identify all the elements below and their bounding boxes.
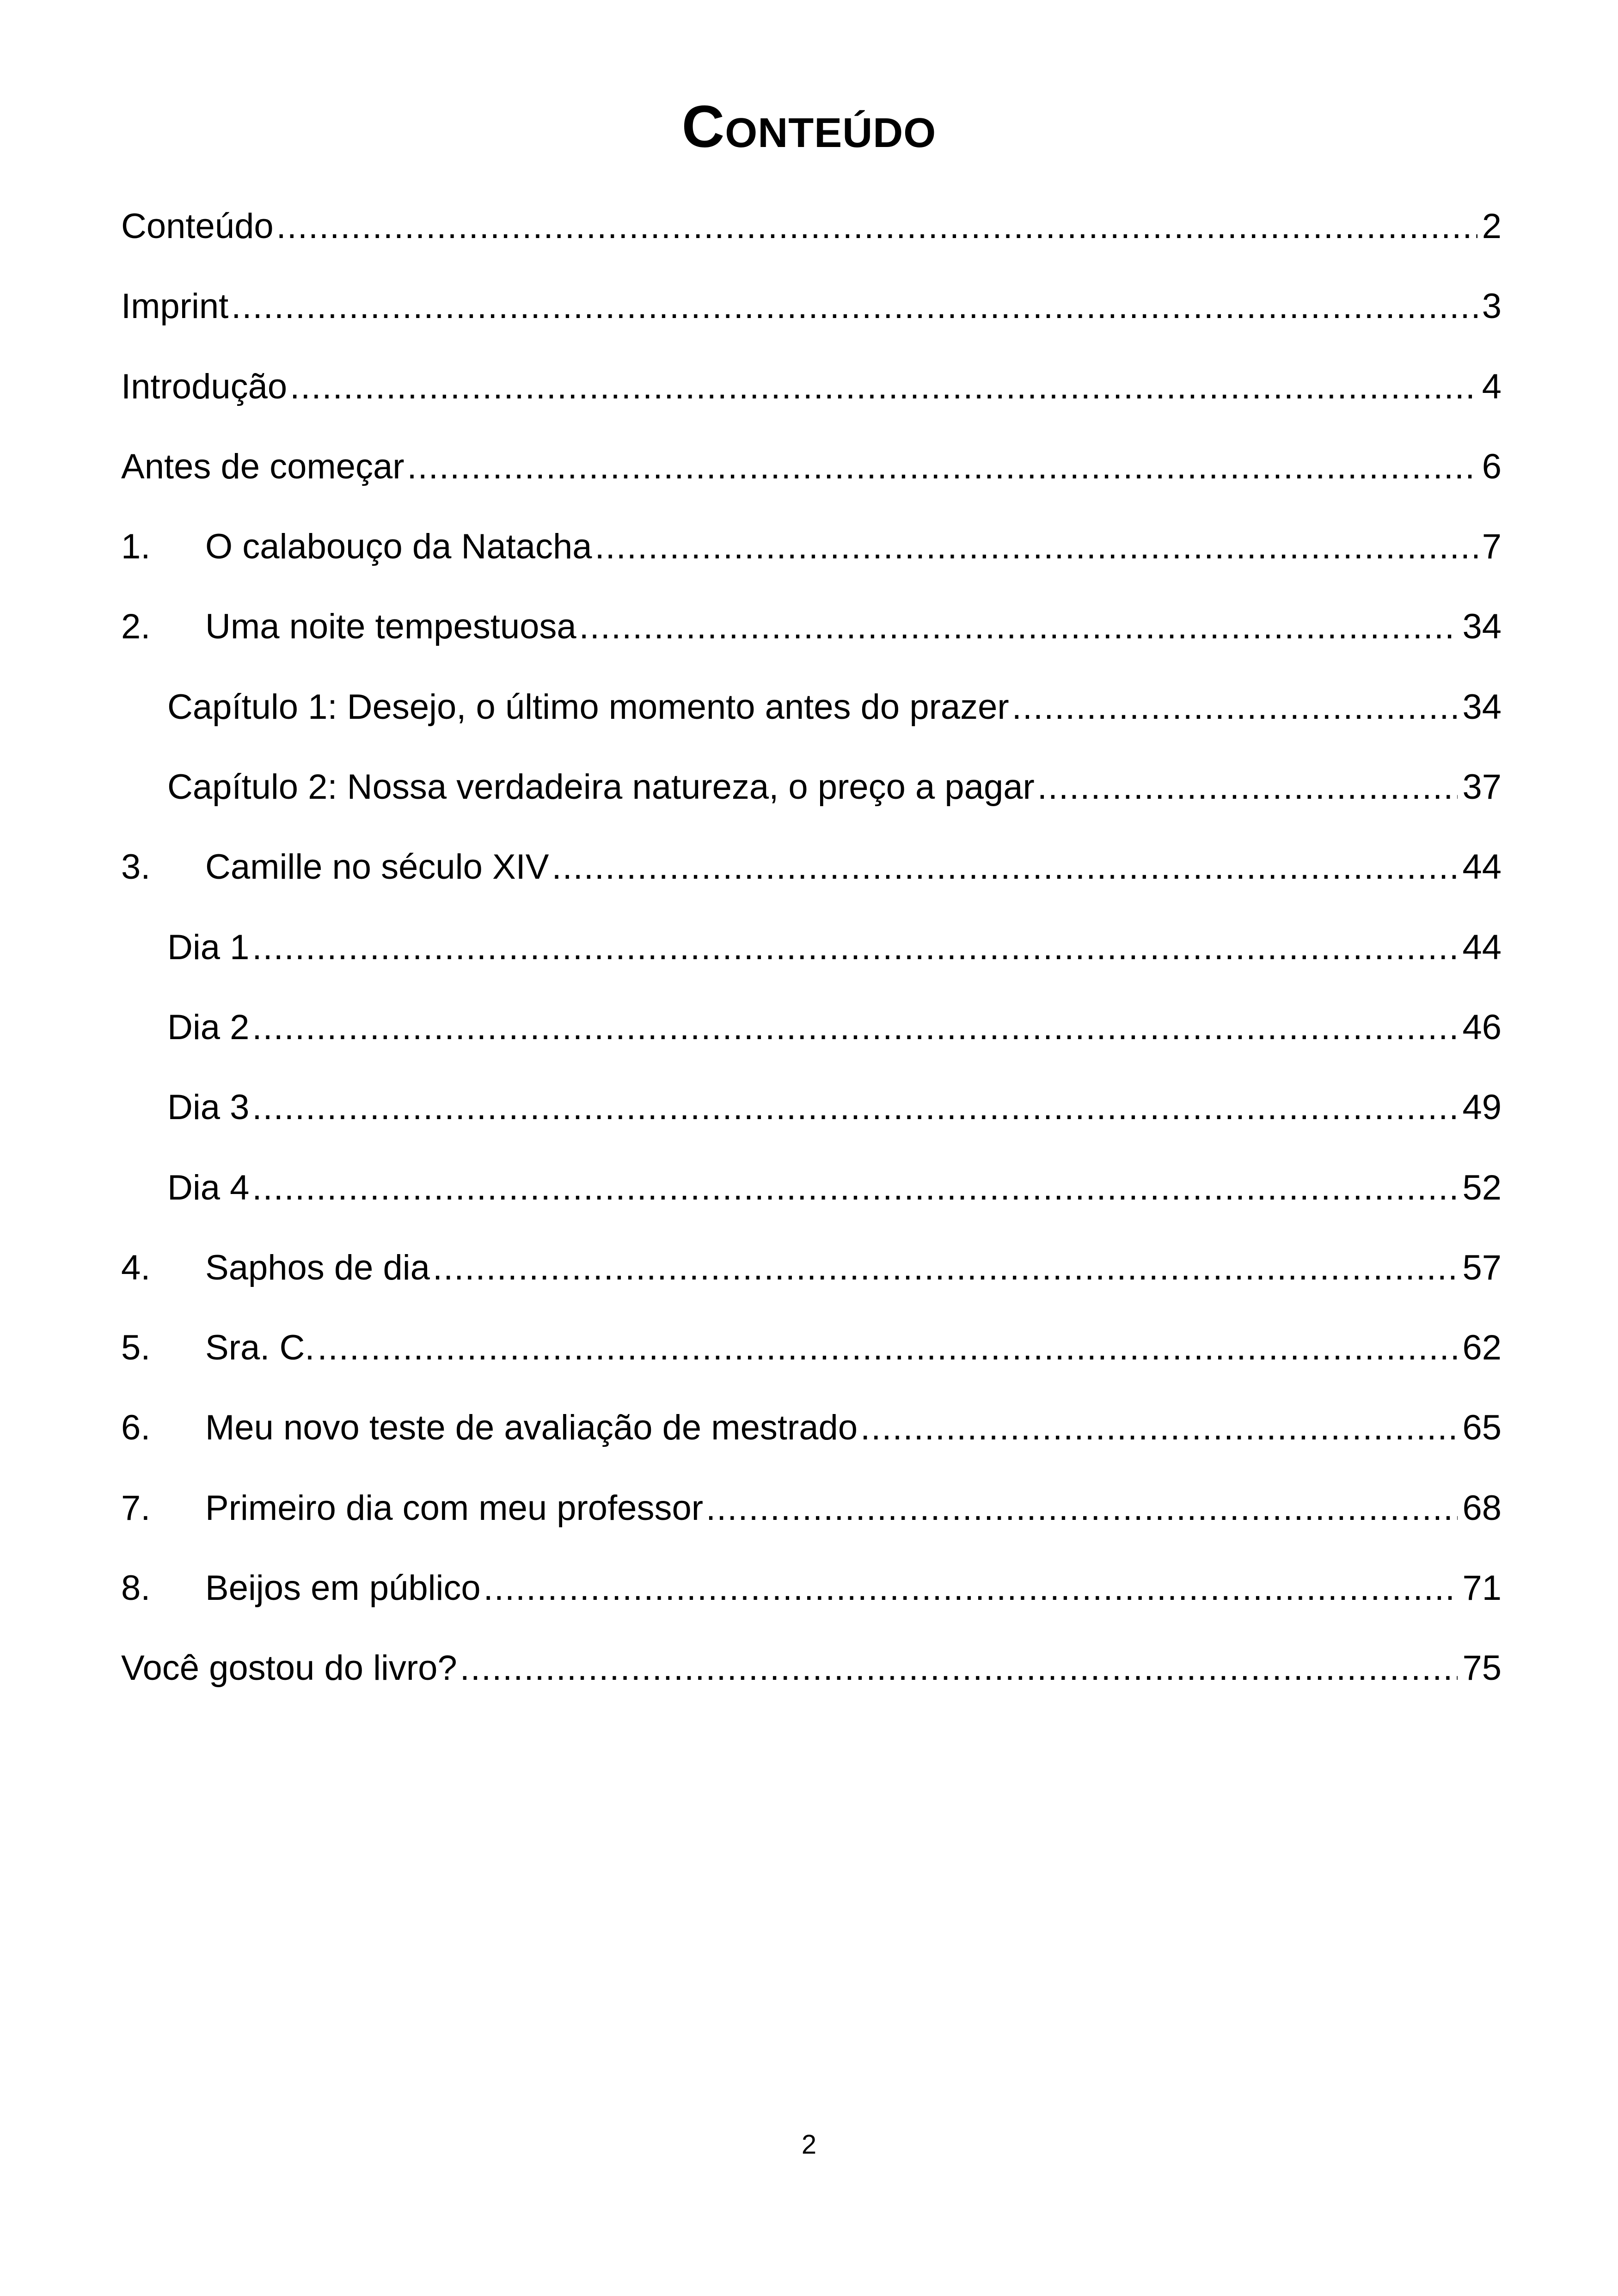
toc-entry-page: 3 xyxy=(1482,287,1502,326)
toc-entry[interactable] xyxy=(121,1561,1502,1641)
toc-entry-label: Meu novo teste de avaliação de mestrado xyxy=(205,1408,858,1448)
toc-entry[interactable] xyxy=(121,1080,1502,1160)
toc-entry[interactable] xyxy=(121,519,1502,599)
toc-entry-label: Sra. C. xyxy=(205,1328,315,1368)
toc-entry[interactable] xyxy=(121,1641,1502,1720)
toc-entry-page: 65 xyxy=(1462,1408,1502,1448)
dot-leader xyxy=(1037,759,1458,815)
toc-entry-label: Dia 3 xyxy=(167,1088,250,1127)
toc-entry[interactable] xyxy=(121,199,1502,279)
dot-leader xyxy=(433,1240,1458,1296)
toc-entry-label: Uma noite tempestuosa xyxy=(205,607,576,647)
toc-entry-number: 3. xyxy=(121,847,151,887)
page-title: Conteúdo xyxy=(681,94,937,160)
toc-entry[interactable] xyxy=(121,599,1502,679)
dot-leader xyxy=(252,1160,1458,1216)
toc-entry-number: 1. xyxy=(121,527,151,567)
dot-leader xyxy=(1012,680,1458,735)
toc-entry-page: 49 xyxy=(1462,1088,1502,1127)
toc-entry[interactable] xyxy=(121,1240,1502,1320)
dot-leader xyxy=(252,1000,1458,1055)
toc-entry-label: Dia 1 xyxy=(167,927,250,967)
toc-entry-label: Você gostou do livro? xyxy=(121,1648,457,1688)
toc-entry[interactable] xyxy=(121,359,1502,439)
toc-entry[interactable] xyxy=(121,759,1502,839)
toc-entry-label: Camille no século XIV xyxy=(205,847,549,887)
toc-entry-label: Antes de começar xyxy=(121,447,404,486)
toc-entry-page: 71 xyxy=(1462,1568,1502,1608)
dot-leader xyxy=(860,1400,1458,1456)
toc-entry[interactable] xyxy=(121,920,1502,1000)
toc-entry-label: Imprint xyxy=(121,287,229,326)
dot-leader xyxy=(460,1641,1458,1696)
toc-entry-number: 5. xyxy=(121,1328,151,1368)
toc-entry-label: Dia 2 xyxy=(167,1007,250,1047)
toc-entry-page: 7 xyxy=(1482,527,1502,567)
dot-leader xyxy=(318,1320,1458,1376)
dot-leader xyxy=(407,439,1477,495)
toc-entry[interactable] xyxy=(121,1320,1502,1400)
toc-entry[interactable] xyxy=(121,839,1502,919)
dot-leader xyxy=(579,599,1458,655)
toc-entry-page: 34 xyxy=(1462,607,1502,647)
toc-entry-page: 52 xyxy=(1462,1168,1502,1207)
page-number: 2 xyxy=(801,2130,817,2160)
toc-entry[interactable] xyxy=(121,1160,1502,1240)
toc-entry-page: 34 xyxy=(1462,687,1502,727)
toc-entry-label: Conteúdo xyxy=(121,207,274,246)
toc-entry-label: Capítulo 1: Desejo, o último momento antes do prazer xyxy=(167,687,1009,727)
toc-entry-number: 6. xyxy=(121,1408,151,1448)
toc-entry-number: 4. xyxy=(121,1248,151,1287)
toc-entry[interactable] xyxy=(121,1000,1502,1080)
toc-entry-page: 57 xyxy=(1462,1248,1502,1287)
toc-entry-page: 4 xyxy=(1482,367,1502,406)
toc-entry-label: Capítulo 2: Nossa verdadeira natureza, o preço a pagar xyxy=(167,767,1035,807)
toc-entry-page: 46 xyxy=(1462,1007,1502,1047)
toc-entry-page: 2 xyxy=(1482,207,1502,246)
toc-entry[interactable] xyxy=(121,279,1502,359)
toc-entry-label: Beijos em público xyxy=(205,1568,481,1608)
toc-entry-label: Primeiro dia com meu professor xyxy=(205,1488,704,1528)
toc-entry-page: 37 xyxy=(1462,767,1502,807)
toc-entry-label: Dia 4 xyxy=(167,1168,250,1207)
toc-entry-page: 44 xyxy=(1462,847,1502,887)
toc-entry-label: Saphos de dia xyxy=(205,1248,430,1287)
dot-leader xyxy=(252,1080,1458,1135)
toc-entry[interactable] xyxy=(121,680,1502,759)
dot-leader xyxy=(595,519,1477,575)
toc-entry-page: 6 xyxy=(1482,447,1502,486)
toc-entry[interactable] xyxy=(121,1400,1502,1480)
dot-leader xyxy=(552,839,1458,895)
toc-entry-label: Introdução xyxy=(121,367,288,406)
toc-entry-number: 2. xyxy=(121,607,151,647)
toc-entry-label: O calabouço da Natacha xyxy=(205,527,592,567)
dot-leader xyxy=(290,359,1477,415)
table-of-contents xyxy=(121,199,1502,1721)
dot-leader xyxy=(276,199,1477,254)
toc-entry-page: 62 xyxy=(1462,1328,1502,1368)
toc-entry-number: 8. xyxy=(121,1568,151,1608)
dot-leader xyxy=(706,1481,1458,1536)
toc-entry[interactable] xyxy=(121,439,1502,519)
dot-leader xyxy=(484,1561,1458,1616)
toc-entry-page: 68 xyxy=(1462,1488,1502,1528)
toc-entry[interactable] xyxy=(121,1481,1502,1561)
dot-leader xyxy=(252,920,1458,975)
toc-entry-page: 75 xyxy=(1462,1648,1502,1688)
dot-leader xyxy=(231,279,1477,334)
toc-entry-page: 44 xyxy=(1462,927,1502,967)
toc-entry-number: 7. xyxy=(121,1488,151,1528)
